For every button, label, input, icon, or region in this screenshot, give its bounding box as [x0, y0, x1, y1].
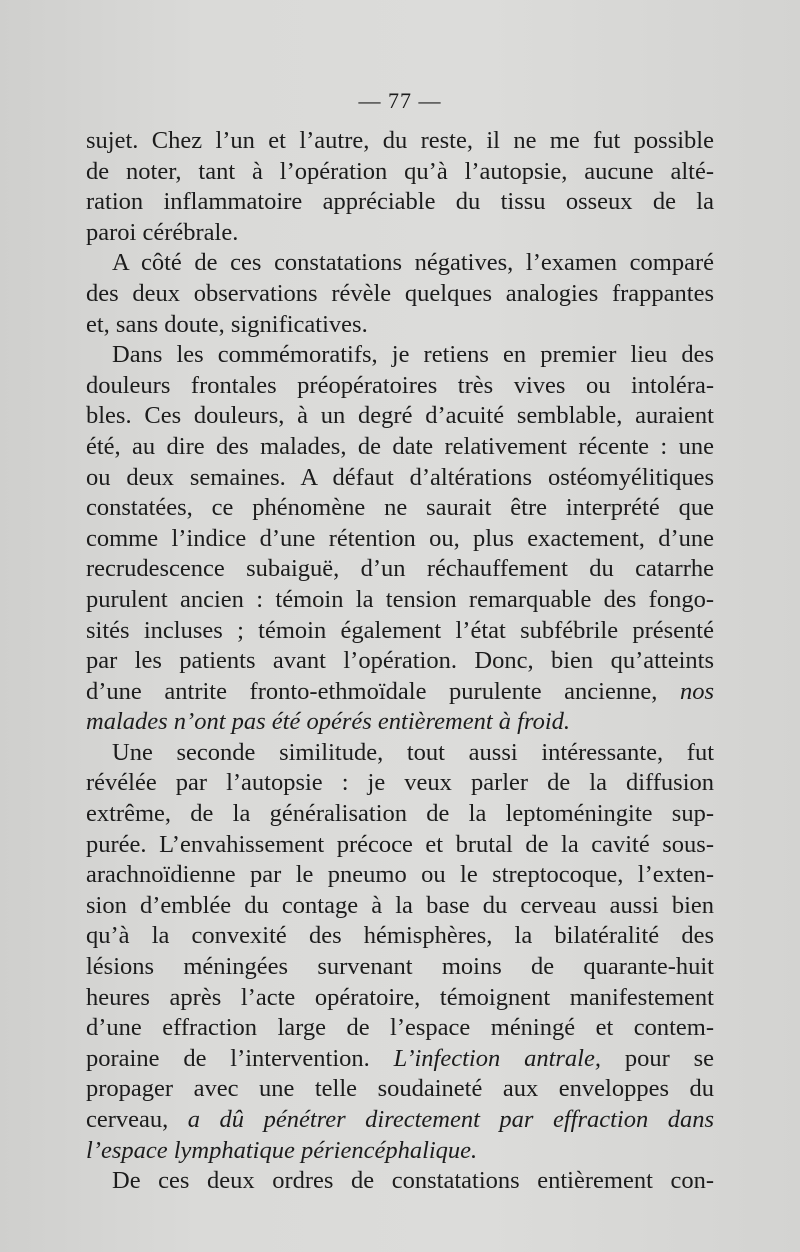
text-line: été, au dire des malades, de date relativement récente : une: [86, 432, 714, 460]
text-line: sujet. Chez l’un et l’autre, du reste, il ne me fut possible: [86, 127, 714, 154]
text-line: De ces deux ordres de constatations entièrement con-: [112, 1167, 714, 1195]
text-line: des deux observations révèle quelques analogies frappantes: [86, 279, 714, 307]
text-line: paroi cérébrale.: [86, 218, 239, 246]
page-number: — 77 —: [358, 88, 442, 113]
text-line: A côté de ces constatations négatives, l’examen comparé: [112, 249, 714, 277]
text-line: purulent ancien : témoin la tension remarquable des fongo-: [86, 585, 714, 613]
text-line: par les patients avant l’opération. Donc, bien qu’atteints: [86, 647, 714, 675]
text-line: révélée par l’autopsie : je veux parler de la diffusion: [86, 769, 714, 797]
italic-text: nos: [679, 677, 715, 705]
text-line: d’une antrite fronto-ethmoïdale purulente ancienne, nos: [86, 677, 715, 705]
text-line: propager avec une telle soudaineté aux enveloppes du: [86, 1075, 714, 1103]
text-line: de noter, tant à l’opération qu’à l’autopsie, aucune alté-: [86, 157, 714, 185]
text-line: recrudescence subaiguë, d’un réchauffement du catarrhe: [86, 555, 714, 583]
text-line: sion d’emblée du contage à la base du cerveau aussi bien: [86, 891, 714, 919]
text-line: cerveau, a dû pénétrer directement par effraction dans: [86, 1106, 715, 1133]
text-line: et, sans doute, significatives.: [86, 310, 368, 338]
text-line: arachnoïdienne par le pneumo ou le streptocoque, l’exten-: [86, 861, 714, 889]
body-text: [86, 126, 714, 1197]
text-line: [86, 707, 714, 738]
text-line: constatées, ce phénomène ne saurait être interprété que: [86, 494, 714, 522]
text-line: Une seconde similitude, tout aussi intéressante, fut: [112, 738, 714, 766]
text-line: bles. Ces douleurs, à un degré d’acuité semblable, auraient: [86, 402, 714, 430]
text-line: d’une effraction large de l’espace méningé et contem-: [86, 1014, 714, 1042]
italic-text: malades n’ont pas été opérés entièrement à froid.: [86, 708, 571, 736]
text-line: purée. L’envahissement précoce et brutal de la cavité sous-: [86, 830, 714, 858]
text-line: lésions méningées survenant moins de quarante-huit: [86, 953, 714, 981]
text-line: Dans les commémoratifs, je retiens en premier lieu des: [112, 341, 714, 369]
italic-text: L’infection antrale,: [393, 1044, 601, 1072]
text-line: poraine de l’intervention. L’infection antrale, pour se: [86, 1044, 715, 1072]
text-line: heures après l’acte opératoire, témoignent manifestement: [86, 983, 714, 1011]
text-line: douleurs frontales préopératoires très vives ou intolérа-: [86, 371, 714, 399]
text-line: ration inflammatoire appréciable du tissu osseux de la: [86, 188, 714, 216]
italic-text: a dû pénétrer directement par effraction dans: [187, 1106, 715, 1133]
text-line: ou deux semaines. A défaut d’altérations ostéomyélitiques: [86, 463, 714, 491]
text-line: extrême, de la généralisation de la leptoméningite sup-: [86, 800, 714, 828]
text-line: qu’à la convexité des hémisphères, la bilatéralité des: [86, 922, 714, 950]
text-line: sités incluses ; témoin également l’état subfébrile présenté: [86, 616, 714, 644]
text-line: comme l’indice d’une rétention ou, plus exactement, d’une: [86, 524, 714, 552]
text-line: [86, 1136, 714, 1167]
italic-text: l’espace lymphatique périencéphalique.: [86, 1136, 478, 1164]
